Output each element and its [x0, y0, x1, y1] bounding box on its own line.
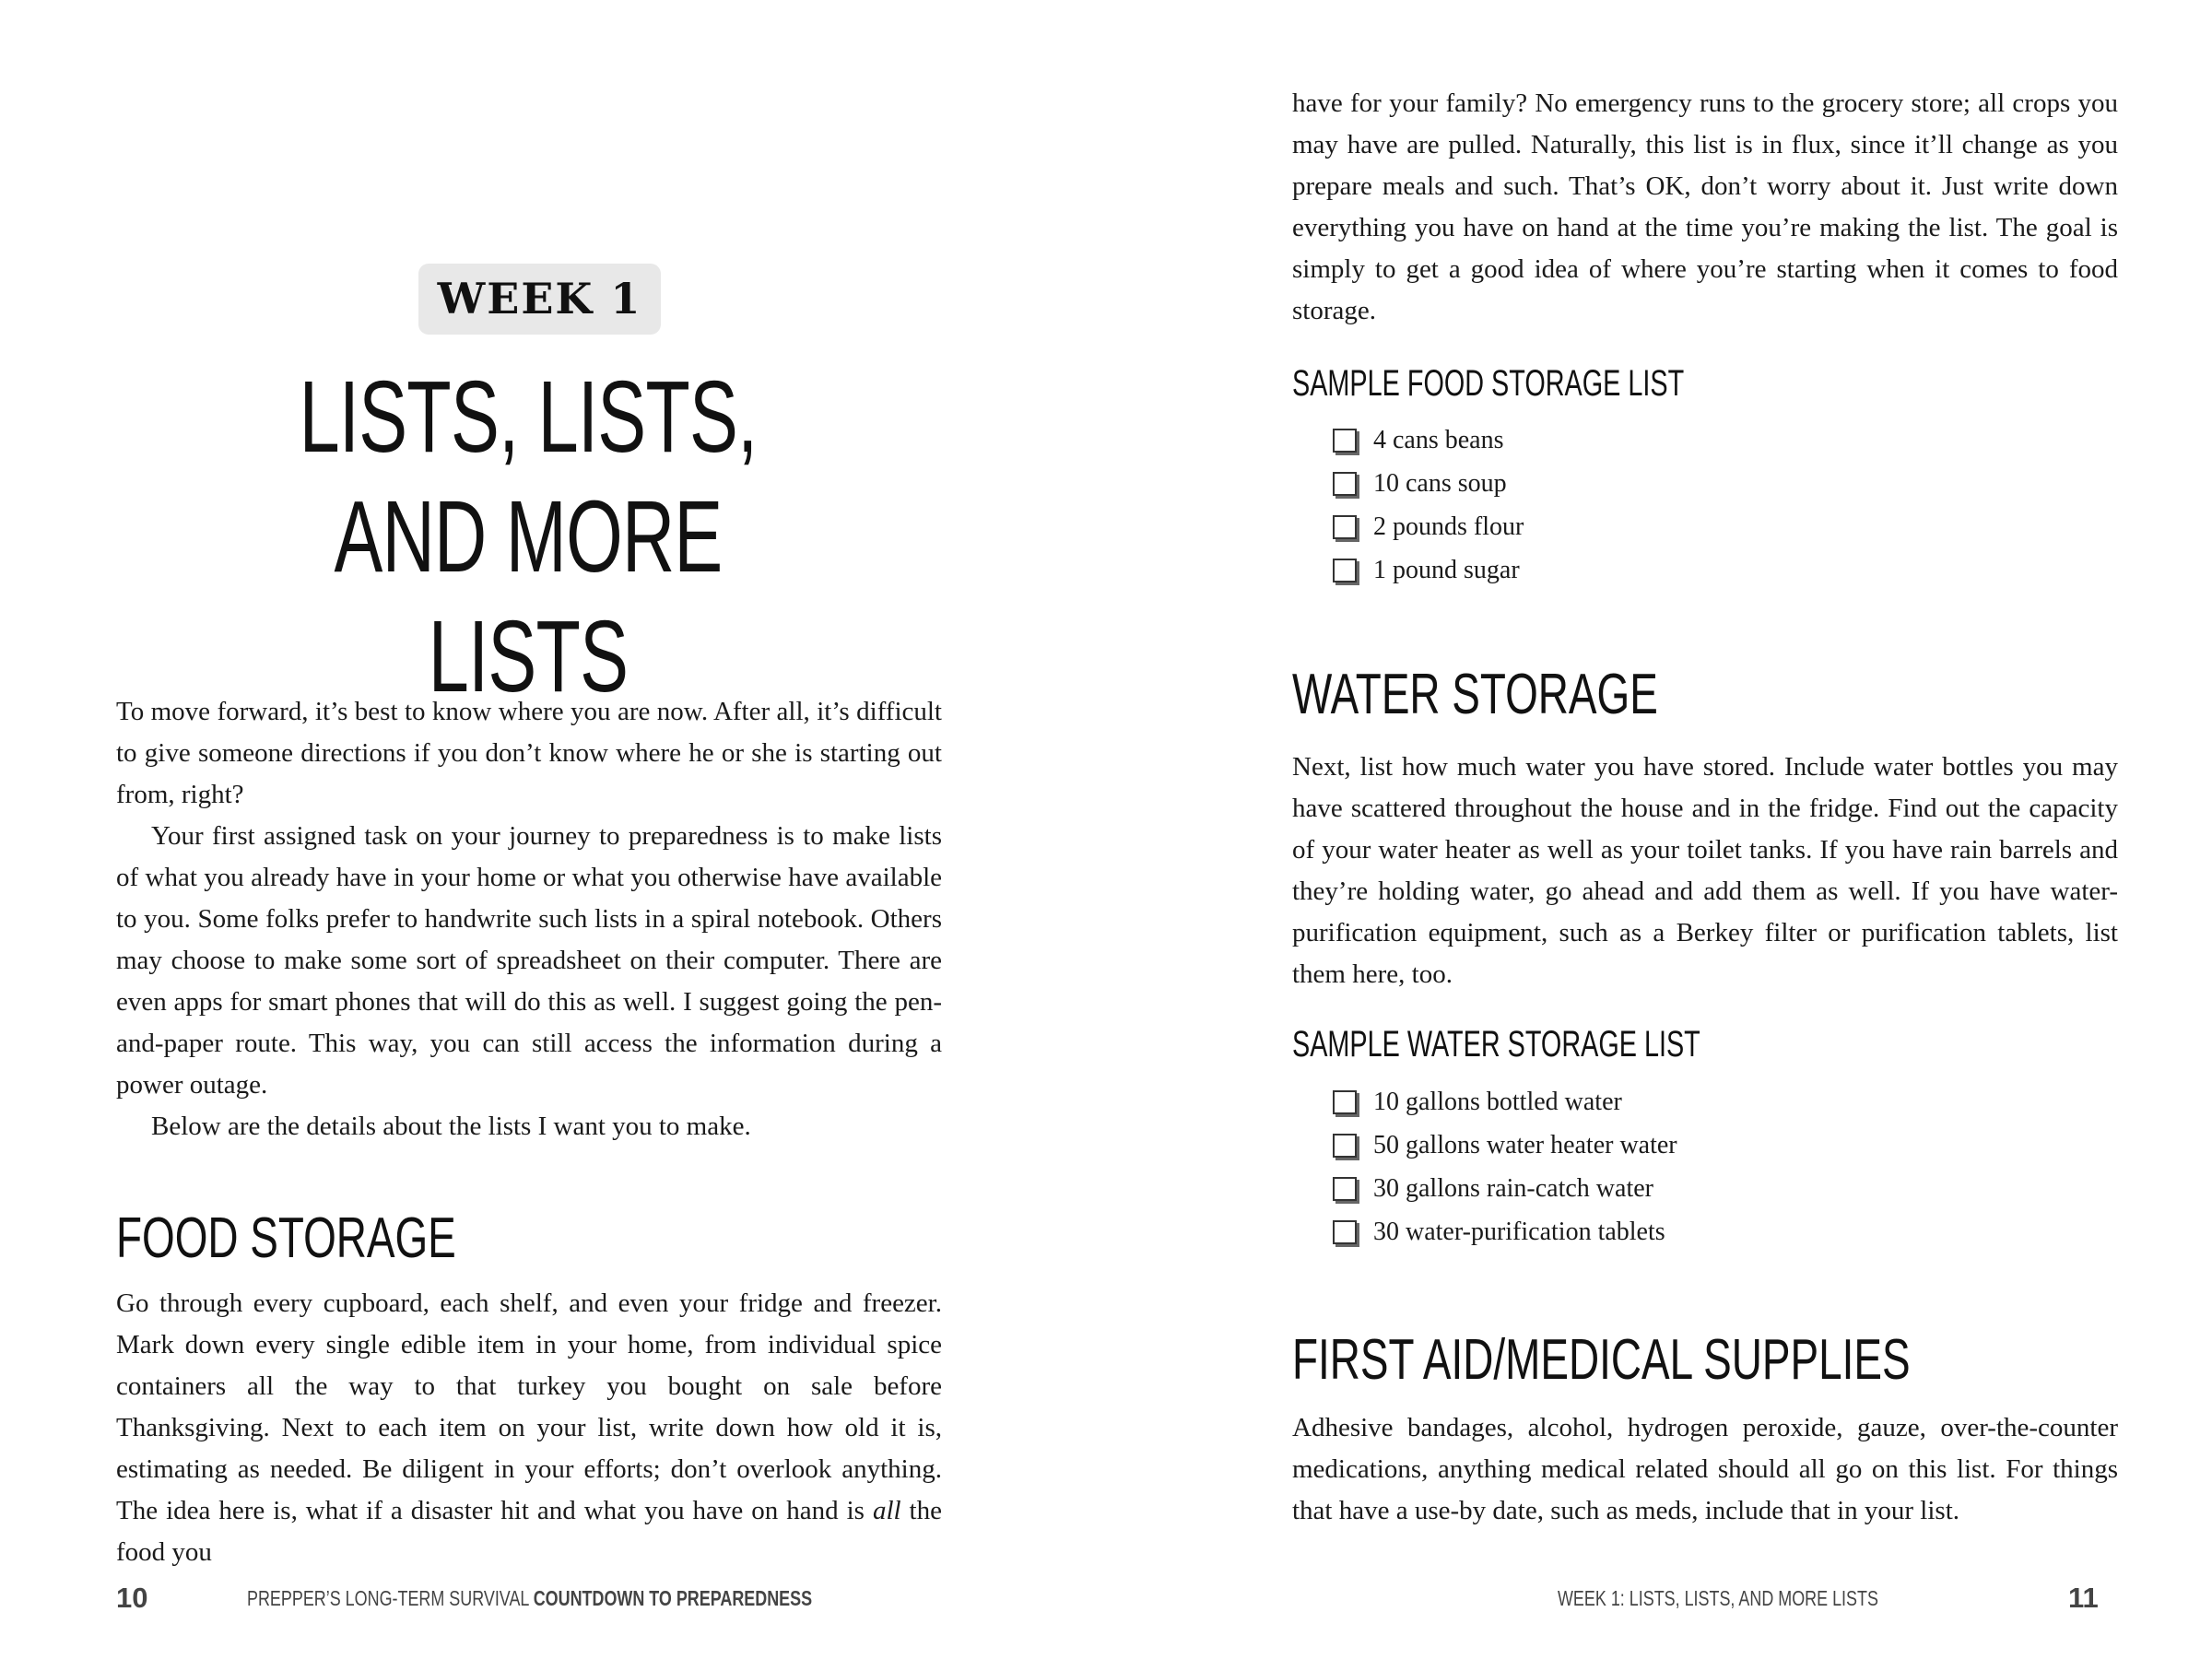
checkbox-icon	[1333, 515, 1357, 539]
week-badge: WEEK 1	[418, 264, 661, 335]
checklist-item	[1333, 548, 1524, 592]
intro-paragraph: Below are the details about the lists I want you to make.	[151, 1112, 751, 1141]
footer-book-title: PREPPER’S LONG-TERM SURVIVAL	[247, 1586, 534, 1610]
checklist-item	[1333, 418, 1524, 462]
checklist-item-label: 30 gallons rain-catch water	[1373, 1173, 1653, 1203]
food-storage-heading: FOOD STORAGE	[116, 1206, 456, 1270]
checkbox-icon	[1333, 1177, 1357, 1201]
sample-water-list	[1333, 1080, 1677, 1253]
sample-food-list-heading: SAMPLE FOOD STORAGE LIST	[1292, 363, 1685, 404]
sample-water-list-heading: SAMPLE WATER STORAGE LIST	[1292, 1024, 1700, 1065]
intro-text	[116, 691, 942, 1147]
chapter-title	[138, 358, 918, 717]
checkbox-icon	[1333, 559, 1357, 582]
sample-food-list	[1333, 418, 1524, 592]
running-footer-left	[247, 1580, 812, 1617]
checklist-item-label: 2 pounds flour	[1373, 512, 1524, 541]
checklist-item-label: 10 cans soup	[1373, 468, 1507, 498]
food-paragraph-end: the food you	[116, 1496, 942, 1567]
checkbox-icon	[1333, 429, 1357, 453]
checklist-item-label: 10 gallons bottled water	[1373, 1087, 1622, 1116]
checklist-item	[1333, 462, 1524, 505]
food-storage-continued: have for your family? No emergency runs to the grocery store; all crops you may have are pulled. Naturally, this list is in flux, since it’ll change as you prepare meals and such. That’s OK, don’t worry about it. Just write down everything you have on hand at the time you’re making the list. The goal is simply to get a good idea of where you’re starting when it comes to food storage.	[1292, 88, 2118, 325]
checklist-item-label: 4 cans beans	[1373, 425, 1504, 454]
water-storage-heading: WATER STORAGE	[1292, 663, 1658, 726]
checklist-item-label: 50 gallons water heater water	[1373, 1130, 1677, 1159]
food-paragraph-emphasis: all	[872, 1496, 901, 1525]
footer-book-subtitle: COUNTDOWN TO PREPAREDNESS	[533, 1586, 813, 1610]
water-storage-paragraph: Next, list how much water you have stored. Include water bottles you may have scattered throughout the house and in the fridge. Find out the capacity of your water heater as well as your toilet tanks. If you have rain barrels and they’re holding water, go ahead and add them as well. If you have water-purification equipment, such as a Berkey filter or purification tablets, list them here, too.	[1292, 752, 2118, 989]
chapter-title-line-2: AND MORE LISTS	[334, 480, 723, 713]
first-aid-paragraph: Adhesive bandages, alcohol, hydrogen peroxide, gauze, over-the-counter medications, anything medical related should all go on this list. For things that have a use-by date, such as meds, include that in your list.	[1292, 1413, 2118, 1525]
checklist-item	[1333, 1080, 1677, 1124]
checkbox-icon	[1333, 1134, 1357, 1158]
checklist-item	[1333, 1210, 1677, 1253]
checklist-item	[1333, 1167, 1677, 1210]
intro-paragraph: Your first assigned task on your journey to preparedness is to make lists of what you already have in your home or what you otherwise have available to you. Some folks prefer to handwrite such lists in a spiral notebook. Others may choose to make some sort of spreadsheet on their computer. There are even apps for smart phones that will do this as well. I suggest going the pen-and-paper route. This way, you can still access the information during a power outage.	[116, 821, 942, 1100]
checklist-item-label: 30 water-purification tablets	[1373, 1217, 1665, 1246]
checklist-item	[1333, 1124, 1677, 1167]
checklist-item	[1333, 505, 1524, 548]
checkbox-icon	[1333, 472, 1357, 496]
intro-paragraph: To move forward, it’s best to know where you are now. After all, it’s difficult to give someone directions if you don’t know where he or she is starting out from, right?	[116, 697, 942, 809]
running-footer-right: WEEK 1: LISTS, LISTS, AND MORE LISTS	[1558, 1586, 1878, 1610]
checkbox-icon	[1333, 1220, 1357, 1244]
chapter-title-line-1: LISTS, LISTS,	[299, 360, 758, 474]
page-number-left: 10	[116, 1582, 148, 1614]
food-paragraph-text: Go through every cupboard, each shelf, and even your fridge and freezer. Mark down every single edible item in your home, from individual spice containers all the way to that turkey you bought on sale before Thanksgiving. Next to each item on your list, write down how old it is, estimating as needed. Be diligent in your efforts; don’t overlook anything. The idea here is, what if a disaster hit and what you have on hand is	[116, 1288, 942, 1525]
checklist-item-label: 1 pound sugar	[1373, 555, 1520, 584]
first-aid-heading: FIRST AID/MEDICAL SUPPLIES	[1292, 1328, 1911, 1392]
checkbox-icon	[1333, 1090, 1357, 1114]
food-storage-paragraph	[116, 1283, 942, 1573]
page-number-right: 11	[2068, 1582, 2099, 1614]
